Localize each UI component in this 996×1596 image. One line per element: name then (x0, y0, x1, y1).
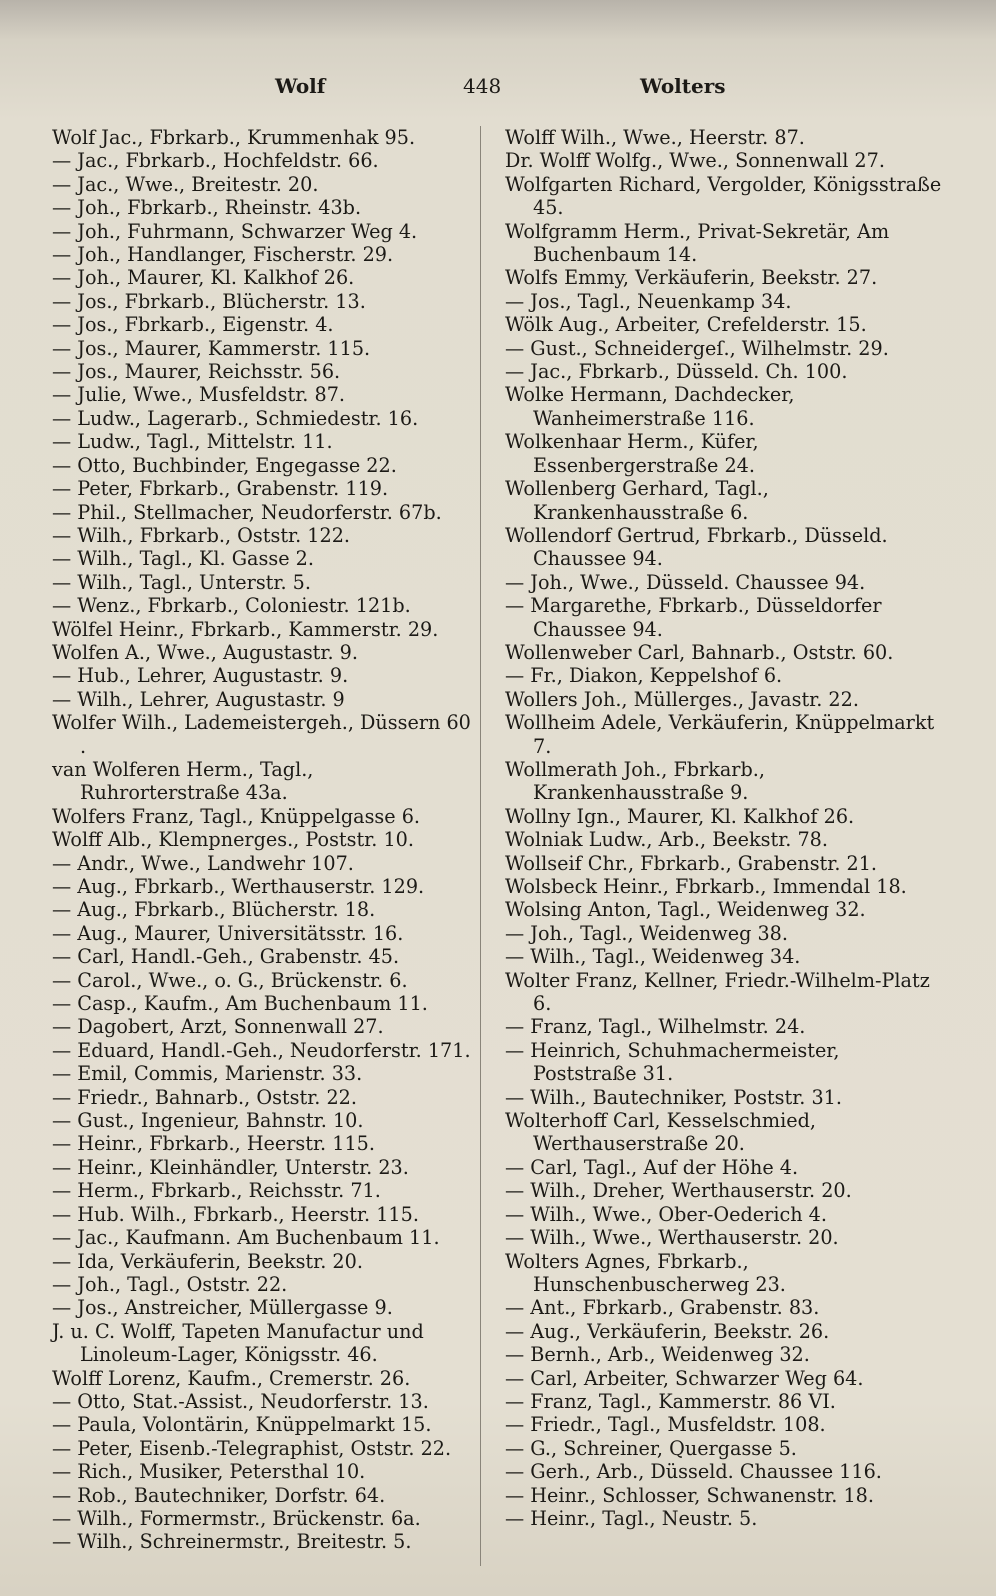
directory-entry: — Wilh., Bautechniker, Poststr. 31. (505, 1085, 842, 1109)
directory-entry: Wolsing Anton, Tagl., Weidenweg 32. (505, 898, 866, 922)
directory-entry: Wollheim Adele, Verkäuferin, Knüppelmarkt 7. (505, 711, 935, 758)
directory-entry: — Wilh., Tagl., Unterstr. 5. (52, 570, 311, 594)
directory-entry: — Aug., Fbrkarb., Blücherstr. 18. (52, 898, 376, 922)
directory-entry: — Heinr., Tagl., Neustr. 5. (505, 1506, 758, 1530)
directory-entry: Wolfen A., Wwe., Augustastr. 9. (52, 640, 358, 664)
directory-entry: Wolfer Wilh., Lademeistergeh., Düssern 60 . (52, 711, 471, 758)
header-last-name: Wolters (640, 74, 726, 98)
directory-entry: — Joh., Handlanger, Fischerstr. 29. (52, 243, 394, 267)
directory-entry: Wolters Agnes, Fbrkarb., Hunschenbuscherweg 23. (505, 1249, 786, 1296)
directory-entry: Wolff Alb., Klempnerges., Poststr. 10. (52, 828, 414, 852)
directory-entry: Wolniak Ludw., Arb., Beekstr. 78. (505, 828, 828, 852)
directory-entry: Wolff Wilh., Wwe., Heerstr. 87. (505, 126, 805, 149)
directory-entry: — Jos., Fbrkarb., Eigenstr. 4. (52, 313, 334, 337)
directory-entry: — Friedr., Tagl., Musfeldstr. 108. (505, 1413, 826, 1437)
directory-entry: — Wilh., Schreinermstr., Breitestr. 5. (52, 1530, 412, 1554)
directory-entry: — Aug., Fbrkarb., Werthauserstr. 129. (52, 875, 425, 898)
directory-entry: — Jos., Tagl., Neuenkamp 34. (505, 289, 792, 313)
directory-entry: — Joh., Fuhrmann, Schwarzer Weg 4. (52, 219, 418, 243)
directory-entry: — Otto, Buchbinder, Engegasse 22. (52, 453, 397, 477)
directory-entry: — Bernh., Arb., Weidenweg 32. (505, 1343, 810, 1367)
directory-entry: — Rob., Bautechniker, Dorfstr. 64. (52, 1483, 386, 1507)
directory-entry: — Jac., Kaufmann. Am Buchenbaum 11. (52, 1226, 440, 1250)
directory-entry: — Paula, Volontärin, Knüppelmarkt 15. (52, 1413, 432, 1437)
directory-entry: — Carl, Arbeiter, Schwarzer Weg 64. (505, 1366, 864, 1390)
directory-entry: — Herm., Fbrkarb., Reichsstr. 71. (52, 1179, 381, 1203)
directory-entry: — Friedr., Bahnarb., Oststr. 22. (52, 1085, 357, 1109)
directory-entry: van Wolferen Herm., Tagl., Ruhrorterstraße 43a. (52, 757, 314, 805)
directory-entry: — Jac., Wwe., Breitestr. 20. (52, 172, 319, 196)
directory-entry: — Wilh., Wwe., Ober-Oederich 4. (505, 1202, 827, 1226)
directory-entry: Wolfers Franz, Tagl., Knüppelgasse 6. (52, 804, 421, 828)
directory-entry: Wolsbeck Heinr., Fbrkarb., Immendal 18. (505, 875, 907, 898)
directory-entry: — Wilh., Dreher, Werthauserstr. 20. (505, 1179, 852, 1203)
directory-entry: Wolf Jac., Fbrkarb., Krummenhak 95. (52, 126, 416, 149)
directory-entry: — Franz, Tagl., Wilhelmstr. 24. (505, 1015, 806, 1039)
directory-entry: — Jos., Maurer, Kammerstr. 115. (52, 336, 371, 360)
directory-entry: — Eduard, Handl.-Geh., Neudorferstr. 171. (52, 1038, 471, 1062)
directory-entry: — Heinr., Kleinhändler, Unterstr. 23. (52, 1155, 409, 1179)
directory-entry: — Jos., Anstreicher, Müllergasse 9. (52, 1296, 393, 1320)
directory-entry: — Emil, Commis, Marienstr. 33. (52, 1062, 363, 1086)
column-divider (480, 126, 481, 1566)
page-number: 448 (463, 74, 502, 98)
header-first-name: Wolf (275, 74, 326, 98)
directory-entry: Wolff Lorenz, Kaufm., Cremerstr. 26. (52, 1366, 411, 1390)
directory-entry: Wollenweber Carl, Bahnarb., Oststr. 60. (505, 640, 894, 664)
directory-entry: — Ida, Verkäuferin, Beekstr. 20. (52, 1249, 363, 1273)
directory-entry: — Joh., Tagl., Oststr. 22. (52, 1272, 288, 1296)
directory-entry: — Carl, Handl.-Geh., Grabenstr. 45. (52, 945, 400, 969)
directory-entry: — Fr., Diakon, Keppelshof 6. (505, 664, 783, 688)
directory-entry: Dr. Wolff Wolfg., Wwe., Sonnenwall 27. (505, 149, 885, 173)
directory-entry: — Rich., Musiker, Petersthal 10. (52, 1460, 366, 1484)
directory-entry: — Joh., Fbrkarb., Rheinstr. 43b. (52, 196, 362, 220)
directory-entry: Wolterhoff Carl, Kesselschmied, Werthauserstraße 20. (505, 1109, 816, 1156)
directory-entry: — Hub. Wilh., Fbrkarb., Heerstr. 115. (52, 1202, 419, 1226)
directory-entry: — Joh., Maurer, Kl. Kalkhof 26. (52, 266, 355, 290)
directory-entry: — Carl, Tagl., Auf der Höhe 4. (505, 1155, 799, 1179)
directory-entry: Wolfgramm Herm., Privat-Sekretär, Am Buchenbaum 14. (505, 219, 890, 267)
directory-entry: — Heinr., Schlosser, Schwanenstr. 18. (505, 1483, 874, 1507)
directory-entry: Wollendorf Gertrud, Fbrkarb., Düsseld. Chaussee 94. (505, 523, 888, 571)
directory-entry: — Jac., Fbrkarb., Düsseld. Ch. 100. (505, 360, 848, 384)
page-header (50, 74, 956, 110)
directory-entry: — Ludw., Lagerarb., Schmiedestr. 16. (52, 406, 419, 430)
directory-entry: — Heinr., Fbrkarb., Heerstr. 115. (52, 1132, 375, 1156)
directory-entry: — G., Schreiner, Quergasse 5. (505, 1436, 797, 1460)
directory-entry: — Andr., Wwe., Landwehr 107. (52, 851, 354, 875)
left-column (52, 126, 472, 1554)
directory-entry: Wolter Franz, Kellner, Friedr.-Wilhelm-Platz 6. (505, 968, 930, 1016)
directory-entry: — Gust., Schneidergeſ., Wilhelmstr. 29. (505, 336, 889, 360)
directory-entry: — Peter, Eisenb.-Telegraphist, Oststr. 22. (52, 1436, 452, 1460)
directory-entry: — Aug., Maurer, Universitätsstr. 16. (52, 921, 404, 945)
directory-entry: — Gust., Ingenieur, Bahnstr. 10. (52, 1109, 364, 1133)
directory-entry: — Aug., Verkäuferin, Beekstr. 26. (505, 1319, 830, 1343)
directory-entry: Wolke Hermann, Dachdecker, Wanheimerstraße 116. (505, 383, 795, 430)
directory-entry: — Wilh., Wwe., Werthauserstr. 20. (505, 1226, 839, 1250)
directory-entry: — Joh., Tagl., Weidenweg 38. (505, 921, 788, 945)
directory-entry: Wollers Joh., Müllerges., Javastr. 22. (505, 687, 859, 711)
directory-entry: J. u. C. Wolff, Tapeten Manufactur und Linoleum-Lager, Königsstr. 46. (52, 1319, 424, 1367)
directory-entry: — Wenz., Fbrkarb., Coloniestr. 121b. (52, 594, 411, 618)
directory-entry: — Gerh., Arb., Düsseld. Chaussee 116. (505, 1460, 882, 1484)
directory-entry: — Wilh., Tagl., Kl. Gasse 2. (52, 547, 314, 571)
directory-entry: — Wilh., Formermstr., Brückenstr. 6a. (52, 1506, 421, 1530)
directory-entry: — Wilh., Fbrkarb., Oststr. 122. (52, 523, 351, 547)
directory-entry: — Ant., Fbrkarb., Grabenstr. 83. (505, 1296, 820, 1320)
directory-entry: Wollmerath Joh., Fbrkarb., Krankenhausstraße 9. (505, 757, 765, 805)
directory-entry: Wollseif Chr., Fbrkarb., Grabenstr. 21. (505, 851, 878, 875)
directory-entry: — Joh., Wwe., Düsseld. Chaussee 94. (505, 570, 866, 594)
directory-entry: — Ludw., Tagl., Mittelstr. 11. (52, 430, 333, 454)
directory-entry: — Otto, Stat.-Assist., Neudorferstr. 13. (52, 1389, 429, 1413)
directory-entry: — Hub., Lehrer, Augustastr. 9. (52, 664, 349, 688)
directory-entry: — Carol., Wwe., o. G., Brückenstr. 6. (52, 968, 408, 992)
right-column (505, 126, 945, 1530)
directory-entry: Wölfel Heinr., Fbrkarb., Kammerstr. 29. (52, 617, 439, 641)
directory-entry: — Wilh., Tagl., Weidenweg 34. (505, 945, 801, 969)
directory-entry: — Heinrich, Schuhmachermeister, Poststraße 31. (505, 1038, 840, 1086)
directory-entry: Wolfs Emmy, Verkäuferin, Beekstr. 27. (505, 266, 878, 290)
directory-entry: — Jac., Fbrkarb., Hochfeldstr. 66. (52, 149, 379, 173)
directory-entry: — Jos., Fbrkarb., Blücherstr. 13. (52, 289, 366, 313)
directory-entry: — Peter, Fbrkarb., Grabenstr. 119. (52, 477, 389, 501)
directory-entry: — Franz, Tagl., Kammerstr. 86 VI. (505, 1389, 836, 1413)
directory-entry: — Margarethe, Fbrkarb., Düsseldorfer Chaussee 94. (505, 594, 882, 641)
directory-entry: — Phil., Stellmacher, Neudorferstr. 67b. (52, 500, 442, 524)
directory-entry: — Casp., Kaufm., Am Buchenbaum 11. (52, 992, 428, 1016)
directory-entry: Wölk Aug., Arbeiter, Crefelderstr. 15. (505, 313, 867, 337)
directory-entry: Wollenberg Gerhard, Tagl., Krankenhausstraße 6. (505, 477, 769, 524)
directory-entry: Wolkenhaar Herm., Küfer, Essenbergerstraße 24. (505, 430, 759, 477)
directory-entry: — Dagobert, Arzt, Sonnenwall 27. (52, 1015, 384, 1039)
directory-entry: Wollny Ign., Maurer, Kl. Kalkhof 26. (505, 804, 855, 828)
directory-entry: Wolfgarten Richard, Vergolder, Königsstraße 45. (505, 172, 942, 220)
directory-entry: — Wilh., Lehrer, Augustastr. 9 (52, 687, 345, 711)
directory-entry: — Jos., Maurer, Reichsstr. 56. (52, 360, 341, 384)
directory-entry: — Julie, Wwe., Musfeldstr. 87. (52, 383, 346, 407)
